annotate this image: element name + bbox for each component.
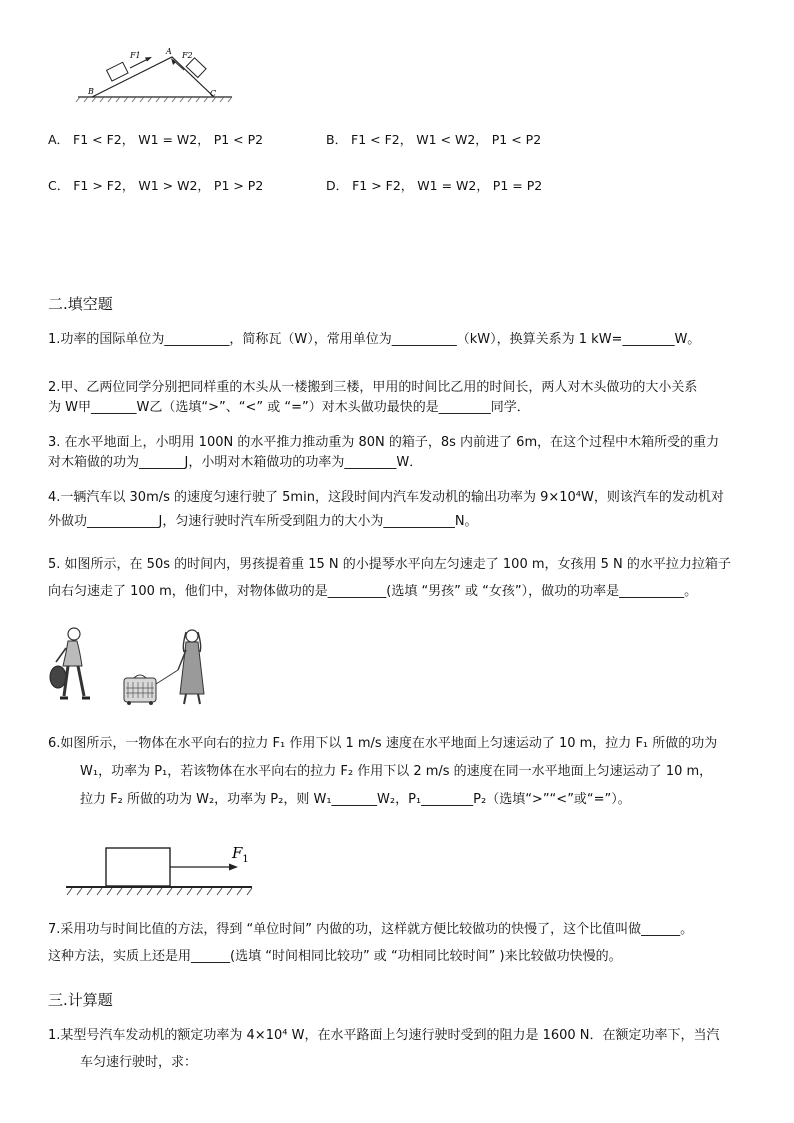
question-2-5-line1: 5. 如图所示，在 50s 的时间内，男孩提着重 15 N 的小提琴水平向左匀速走了 100 m，女孩用 5 N 的水平拉力拉箱子 [48,557,731,572]
option-b: B． F1 < F2， W1 < W2， P1 < P2 [326,132,542,147]
question-2-3-line2: 对木箱做的功为_______J，小明对木箱做功的功率为________W． [48,455,423,470]
force-label-F1: F [232,844,243,862]
option-d: D． F1 > F2， W1 = W2， P1 = P2 [326,178,543,193]
question-3-1-line2: 车匀速行驶时，求： [80,1055,198,1070]
option-c: C． F1 > F2， W1 > W2， P1 > P2 [48,178,264,193]
question-2-2-line2: 为 W甲_______W乙（选填“>”、“<” 或 “=”）对木头做功最快的是________同学． [48,400,530,415]
block-force-figure [62,838,258,900]
question-3-1-line1: 1.某型号汽车发动机的额定功率为 4×10⁴ W，在水平路面上匀速行驶时受到的阻力是 1600 N．在额定功率下，当汽 [48,1028,720,1043]
question-2-7-line1: 7.采用功与时间比值的方法，得到 “单位时间” 内做的功，这样就方便比较做功的快慢了，这个比值叫做______。 [48,922,694,937]
section-title-calculation: 三.计算题 [48,991,113,1009]
label-F2: F2 [182,51,193,60]
question-2-2-line1: 2.甲、乙两位同学分别把同样重的木头从一楼搬到三楼，甲用的时间比乙用的时间长，两人对木头做功的大小关系 [48,380,698,395]
question-2-5-line2: 向右匀速走了 100 m，他们中，对物体做功的是_________(选填 “男孩” 或 “女孩”），做功的功率是__________。 [48,584,698,599]
question-2-7-line2: 这种方法，实质上还是用______(选填 “时间相同比较功” 或 “功相同比较时间” )来比较做功快慢的。 [48,949,622,964]
label-A: A [166,47,172,56]
question-2-3-line1: 3. 在水平地面上，小明用 100N 的水平推力推动重为 80N 的箱子，8s 内前进了 6m，在这个过程中木箱所受的重力 [48,435,720,450]
option-a: A． F1 < F2， W1 = W2， P1 < P2 [48,132,264,147]
label-B: B [88,87,94,96]
question-2-6-line1: 6.如图所示，一物体在水平向右的拉力 F₁ 作用下以 1 m/s 速度在水平地面上匀速运动了 10 m，拉力 F₁ 所做的功为 [48,736,718,751]
question-2-4-line2: 外做功___________J，匀速行驶时汽车所受到阻力的大小为___________N。 [48,514,478,529]
svg-text:F1 [231,844,249,865]
force-label-F1-sub: 1 [242,854,249,865]
question-2-1: 1.功率的国际单位为__________，简称瓦（W），常用单位为__________（kW），换算关系为 1 kW=________W。 [48,332,701,347]
question-2-6-line3: 拉力 F₂ 所做的功为 W₂，功率为 P₂，则 W₁_______W₂，P₁________P₂（选填“>”“<”或“=”）。 [80,792,631,807]
section-title-fill-blank: 二.填空题 [48,295,113,313]
incline-figure [72,44,236,104]
boy-girl-illustration [46,622,222,708]
question-2-6-line2: W₁，功率为 P₁，若该物体在水平向右的拉力 F₂ 作用下以 2 m/s 的速度在同一水平地面上匀速运动了 10 m， [80,764,713,779]
question-2-4-line1: 4.一辆汽车以 30m/s 的速度匀速行驶了 5min，这段时间内汽车发动机的输出功率为 9×10⁴W，则该汽车的发动机对 [48,490,724,505]
label-F1: F1 [130,51,141,60]
label-C: C [210,89,217,98]
